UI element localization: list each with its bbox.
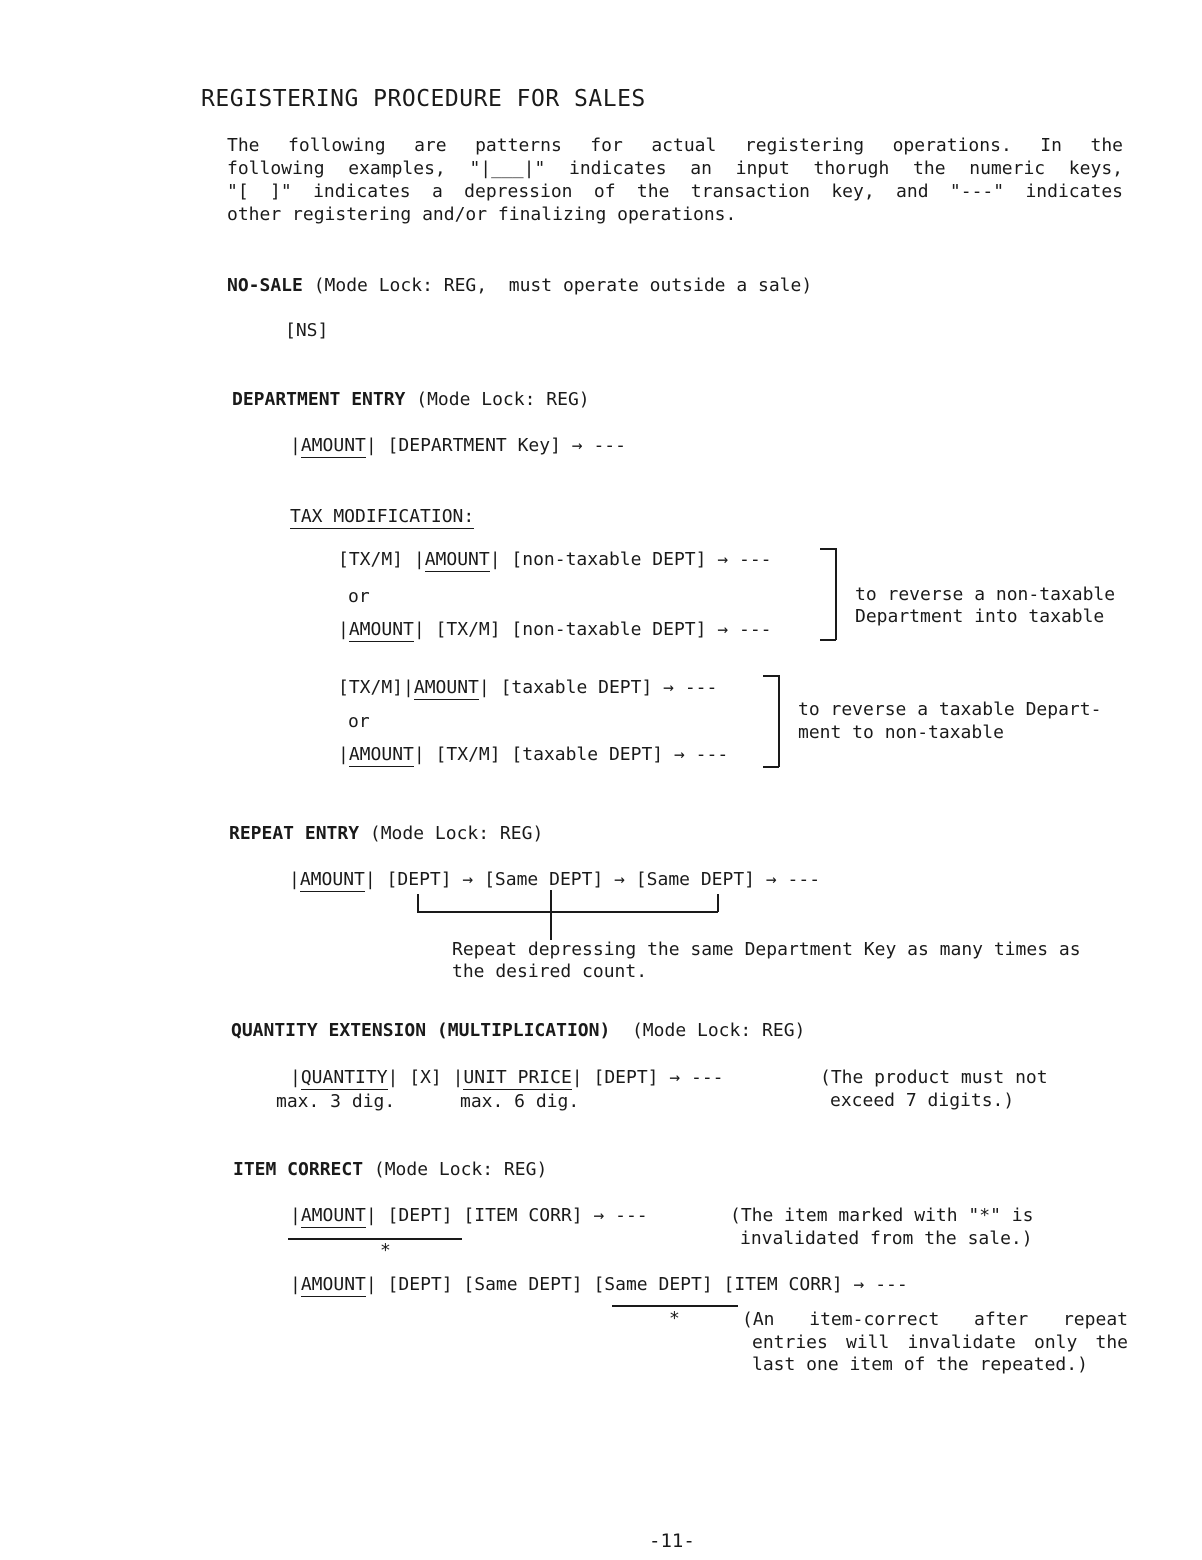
quantity-mode: (Mode Lock: REG)	[610, 1020, 806, 1041]
item-correct-heading: ITEM CORRECT	[233, 1159, 364, 1180]
no-sale-key: [NS]	[285, 320, 329, 341]
page-number: -11-	[649, 1530, 695, 1552]
item-correct-note-1a: (The item marked with "*" is	[730, 1205, 1034, 1226]
item-correct-underline-2	[612, 1305, 738, 1307]
item-correct-section	[233, 1159, 547, 1181]
tax-note-1a: to reverse a non-taxable	[855, 584, 1116, 605]
department-mode: (Mode Lock: REG)	[405, 389, 590, 410]
bracket-vertical	[835, 548, 837, 640]
item-correct-note-2b: entries will invalidate only the	[752, 1332, 1128, 1353]
quantity-max-unit: max. 6 dig.	[460, 1091, 580, 1112]
repeat-heading: REPEAT ENTRY	[229, 823, 360, 844]
quantity-max-qty: max. 3 dig.	[276, 1091, 396, 1112]
tax-row-2: |AMOUNT| [TX/M] [non-taxable DEPT] → ---	[338, 619, 772, 640]
bracket-bottom	[820, 639, 836, 641]
tax-heading: TAX MODIFICATION:	[290, 506, 475, 527]
intro-line-2: following examples, "|___|" indicates an input thorugh the numeric keys,	[227, 158, 1123, 179]
repeat-mode: (Mode Lock: REG)	[359, 823, 544, 844]
tax-note-1b: Department into taxable	[855, 606, 1105, 627]
repeat-bracket-left	[417, 894, 419, 912]
department-rest: [DEPARTMENT Key] → ---	[376, 435, 626, 456]
item-correct-note-2c: last one item of the repeated.)	[752, 1354, 1088, 1375]
no-sale-section	[227, 275, 812, 297]
repeat-section	[229, 823, 543, 845]
quantity-note-a: (The product must not	[820, 1067, 1048, 1088]
department-amount: AMOUNT	[300, 435, 366, 456]
item-correct-underline-1	[288, 1238, 462, 1240]
item-correct-row-1: |AMOUNT| [DEPT] [ITEM CORR] → ---	[290, 1205, 648, 1226]
repeat-note-b: the desired count.	[452, 961, 648, 982]
bracket-bottom	[763, 766, 779, 768]
item-correct-star-2: *	[669, 1308, 680, 1329]
quantity-heading: QUANTITY EXTENSION (MULTIPLICATION)	[231, 1020, 611, 1041]
department-section	[232, 389, 590, 411]
no-sale-heading: NO-SALE	[227, 275, 303, 296]
tax-note-2b: ment to non-taxable	[798, 722, 1004, 743]
quantity-section	[231, 1020, 805, 1042]
item-correct-mode: (Mode Lock: REG)	[363, 1159, 548, 1180]
intro-line-4: other registering and/or finalizing operations.	[227, 204, 737, 225]
item-correct-note-1b: invalidated from the sale.)	[740, 1228, 1033, 1249]
repeat-bracket-right	[717, 894, 719, 912]
bracket-top	[763, 675, 779, 677]
tax-or-2: or	[348, 711, 370, 732]
tax-row-3: [TX/M]|AMOUNT| [taxable DEPT] → ---	[338, 677, 718, 698]
no-sale-mode: (Mode Lock: REG, must operate outside a sale)	[302, 275, 813, 296]
intro-line-3: "[ ]" indicates a depression of the transaction key, and "---" indicates	[227, 181, 1123, 202]
tax-row-4: |AMOUNT| [TX/M] [taxable DEPT] → ---	[338, 744, 729, 765]
tax-row-1: [TX/M] |AMOUNT| [non-taxable DEPT] → ---	[338, 549, 772, 570]
intro-line-1: The following are patterns for actual registering operations. In the	[227, 135, 1123, 156]
repeat-bracket-bottom	[417, 911, 718, 913]
quantity-line: |QUANTITY| [X] |UNIT PRICE| [DEPT] → ---	[290, 1067, 724, 1088]
repeat-note-a: Repeat depressing the same Department Key as many times as	[452, 939, 1081, 960]
repeat-line: |AMOUNT| [DEPT] → [Same DEPT] → [Same DEPT] → ---	[289, 869, 821, 890]
bracket-vertical	[778, 675, 780, 767]
department-line: |AMOUNT| [DEPARTMENT Key] → ---	[290, 435, 626, 456]
item-correct-star-1: *	[380, 1240, 391, 1261]
quantity-note-b: exceed 7 digits.)	[830, 1090, 1015, 1111]
page-title: REGISTERING PROCEDURE FOR SALES	[201, 86, 646, 112]
tax-or-1: or	[348, 586, 370, 607]
repeat-pointer	[550, 890, 552, 940]
bracket-top	[820, 548, 836, 550]
department-heading: DEPARTMENT ENTRY	[232, 389, 406, 410]
item-correct-row-2: |AMOUNT| [DEPT] [Same DEPT] [Same DEPT] [ITEM CORR] → ---	[290, 1274, 908, 1295]
item-correct-note-2a: (An item-correct after repeat	[742, 1309, 1128, 1330]
tax-note-2a: to reverse a taxable Depart-	[798, 699, 1102, 720]
